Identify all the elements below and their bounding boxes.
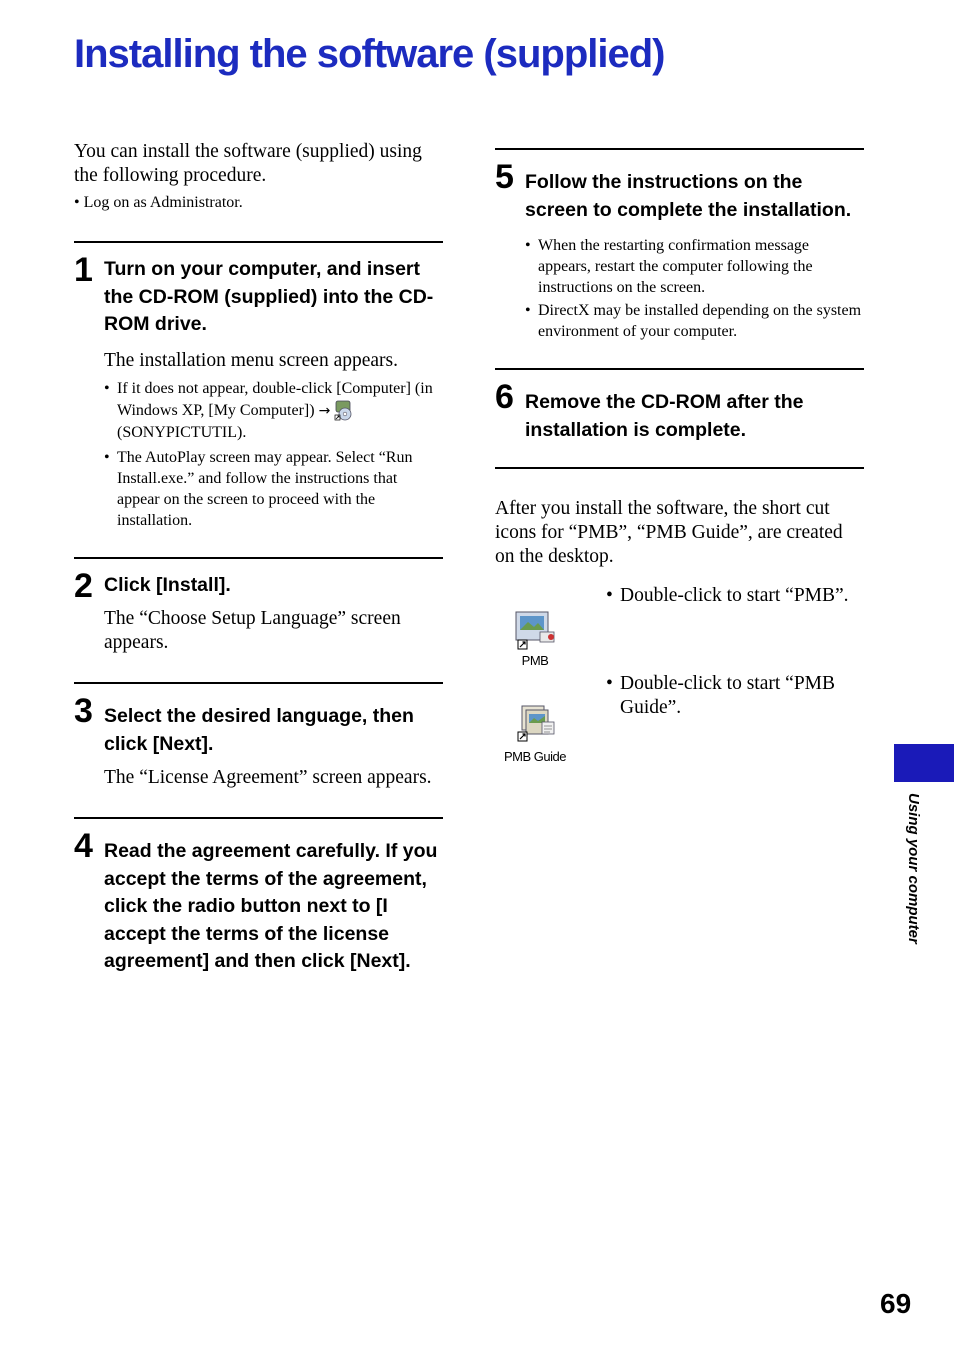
after-install-text: After you install the software, the short cut icons for “PMB”, “PMB Guide”, are created on the desktop.: [495, 498, 843, 567]
step-body: The installation menu screen appears.: [104, 349, 399, 371]
arrow-icon: →: [318, 402, 331, 419]
step-bullet: • The AutoPlay screen may appear. Select “Run Install.exe.” and follow the instructions that appear on the screen to proceed with the installation.: [104, 447, 443, 531]
step-bullet: • DirectX may be installed depending on the system environment of your computer.: [525, 300, 864, 342]
intro-note: • Log on as Administrator.: [74, 194, 243, 211]
icon-label: PMB: [521, 653, 549, 668]
step-bullet: • When the restarting confirmation message appears, restart the computer following the instructions on the screen.: [525, 235, 864, 298]
section-tab: [894, 744, 954, 782]
page-title: Installing the software (supplied): [74, 32, 665, 76]
intro-text: You can install the software (supplied) using the following procedure.: [74, 141, 422, 186]
pmb-guide-icon[interactable]: [500, 704, 570, 764]
step-2: [74, 557, 443, 656]
step-heading: Follow the instructions on the screen to complete the installation.: [525, 171, 852, 221]
icon-description: • Double-click to start “PMB”.: [606, 584, 864, 608]
pmb-shortcut-row: [495, 585, 864, 684]
step-5: [495, 148, 864, 342]
step-4: [74, 817, 443, 976]
page-number: 69: [880, 1288, 912, 1319]
cd-drive-icon: [333, 399, 355, 421]
pmb-icon[interactable]: [500, 610, 570, 668]
step-heading: Read the agreement carefully. If you accept the terms of the agreement, click the radio button next to [I accept the terms of the license agreement] and then click [Next].: [104, 840, 438, 972]
step-number: 4: [74, 827, 93, 865]
section-label: Using your computer: [905, 793, 922, 944]
right-column: [495, 148, 864, 772]
step-heading: Remove the CD-ROM after the installation is complete.: [525, 391, 804, 441]
step-heading: Turn on your computer, and insert the CD-ROM (supplied) into the CD-ROM drive.: [104, 258, 434, 335]
step-6: [495, 368, 864, 469]
step-1: [74, 241, 443, 531]
step-heading: Select the desired language, then click [Next].: [104, 705, 414, 755]
pmb-guide-shortcut-row: [495, 673, 864, 772]
step-bullet: • If it does not appear, double-click [Computer] (in Windows XP, [My Computer]) →(SONYPICTUTIL).: [104, 378, 443, 443]
step-number: 6: [495, 378, 514, 416]
icon-description: • Double-click to start “PMB Guide”.: [606, 672, 864, 720]
step-body: The “License Agreement” screen appears.: [104, 767, 432, 788]
step-number: 3: [74, 692, 93, 730]
step-heading: Click [Install].: [104, 573, 231, 596]
step-body: The “Choose Setup Language” screen appears.: [104, 608, 401, 653]
step-number: 1: [74, 251, 93, 289]
left-column: [74, 140, 443, 976]
icon-label: PMB Guide: [504, 749, 566, 764]
step-number: 2: [74, 566, 93, 605]
step-number: 5: [495, 158, 514, 196]
step-3: [74, 682, 443, 790]
